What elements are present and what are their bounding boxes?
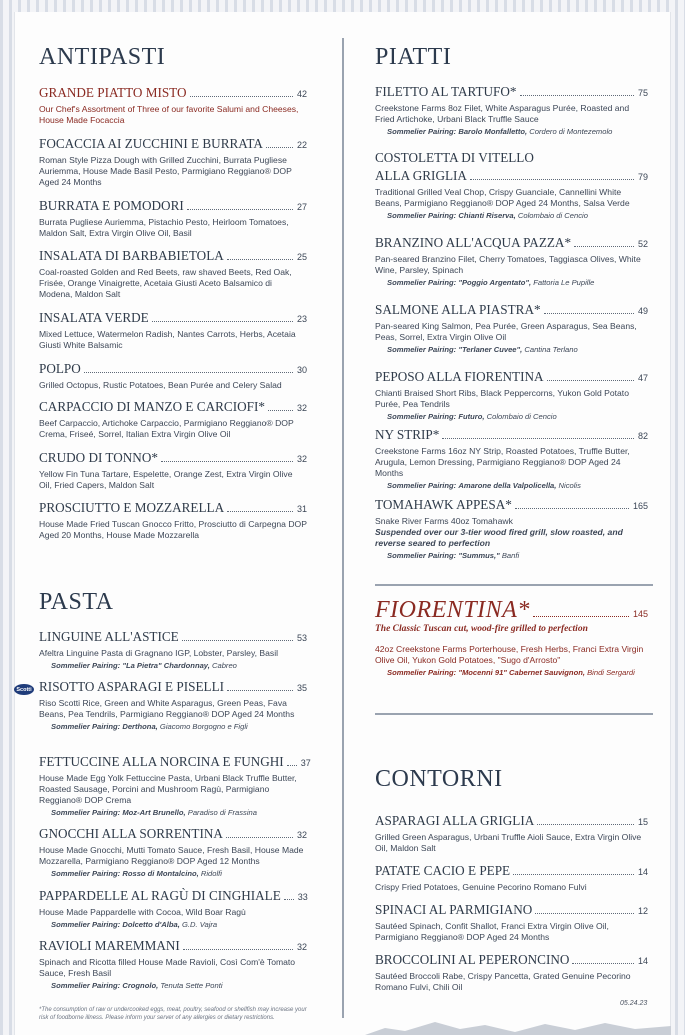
- item-name: BURRATA E POMODORI: [39, 198, 184, 213]
- menu-item: [375, 952, 648, 993]
- item-name: LINGUINE ALL'ASTICE: [39, 629, 179, 644]
- item-description: House Made Gnocchi, Mutti Tomato Sauce, Fresh Basil, House Made Mozzarella, Parmigiano Reggiano® DOP Aged 12 Months: [39, 845, 304, 866]
- item-name-line2: ALLA GRIGLIA: [375, 168, 467, 183]
- item-description: Pan-seared King Salmon, Pea Purée, Green Asparagus, Sea Beans, Peas, Sorrel, Extra Virgin Olive Oil: [375, 321, 637, 342]
- consumption-disclaimer: *The consumption of raw or undercooked eggs, meat, poultry, seafood or shellfish may increase your risk of foodborne illness. Please inform your server of any allergies or dietary restrictions.: [39, 1007, 307, 1021]
- piatti-title: PIATTI: [375, 44, 452, 70]
- menu-item: [39, 888, 307, 930]
- sommelier-pairing: Sommelier Pairing: "La Pietra" Chardonnay, Cabreo: [51, 661, 237, 670]
- item-price: 32: [296, 942, 307, 952]
- item-description: Snake River Farms 40oz Tomahawk: [375, 516, 513, 526]
- sommelier-pairing: Sommelier Pairing: Crognolo, Tenuta Sette Ponti: [51, 981, 223, 990]
- item-name: FILETTO AL TARTUFO*: [375, 84, 517, 99]
- item-price: 23: [296, 314, 307, 324]
- sommelier-pairing: Sommelier Pairing: Futuro, Colombaio di Cencio: [387, 412, 557, 421]
- item-price: 145: [632, 609, 648, 619]
- menu-item: [375, 813, 648, 854]
- item-description: Roman Style Pizza Dough with Grilled Zucchini, Burrata Pugliese Auriemma, House Made Basil Pesto, Parmigiano Reggiano® DOP Aged 24 Months: [39, 155, 292, 187]
- item-name: SPINACI AL PARMIGIANO: [375, 902, 533, 917]
- scotti-badge-icon: Scotti: [14, 684, 34, 695]
- item-name: FOCACCIA AI ZUCCHINI E BURRATA: [39, 136, 263, 151]
- item-price: 14: [637, 867, 648, 877]
- item-name: TOMAHAWK APPESA*: [375, 497, 512, 512]
- item-name: PATATE CACIO E PEPE: [375, 863, 511, 878]
- sommelier-pairing: Sommelier Pairing: "Mocenni 91" Cabernet Sauvignon, Bindi Sergardi: [387, 668, 635, 677]
- pasta-title: PASTA: [39, 589, 114, 615]
- item-name: PAPPARDELLE AL RAGÙ DI CINGHIALE: [39, 888, 281, 903]
- sommelier-pairing: Sommelier Pairing: Derthona, Giacomo Borgogno e Figli: [51, 722, 248, 731]
- menu-item: [39, 826, 307, 879]
- item-price: 22: [296, 140, 307, 150]
- item-name: GRANDE PIATTO MISTO: [39, 85, 187, 100]
- item-price: 15: [637, 817, 648, 827]
- item-description: Burrata Pugliese Auriemma, Pistachio Pesto, Heirloom Tomatoes, Maldon Salt, Extra Virgin Olive Oil, Basil: [39, 217, 289, 238]
- item-description: House Made Fried Tuscan Gnocco Fritto, Prosciutto di Carpegna DOP Aged 20 Months, House Made Mozzarella: [39, 519, 307, 540]
- menu-item: [39, 754, 311, 818]
- item-name: POLPO: [39, 361, 81, 376]
- item-price: 35: [296, 683, 307, 693]
- item-name: INSALATA VERDE: [39, 310, 149, 325]
- item-price: 42: [296, 89, 307, 99]
- sommelier-pairing: Sommelier Pairing: Dolcetto d'Alba, G.D. Vajra: [51, 920, 218, 929]
- item-name: BROCCOLINI AL PEPERONCINO: [375, 952, 570, 967]
- item-description: Riso Scotti Rice, Green and White Asparagus, Green Peas, Fava Beans, Pea Tendrils, Parmigiano Reggiano® DOP Aged 24 Months: [39, 698, 295, 719]
- item-price: 31: [296, 504, 307, 514]
- sommelier-pairing: Sommelier Pairing: Chianti Riserva, Colombaio di Cencio: [387, 211, 588, 220]
- item-price: 49: [637, 306, 648, 316]
- item-description: House Made Pappardelle with Cocoa, Wild Boar Ragù: [39, 907, 246, 917]
- item-price: 32: [296, 403, 307, 413]
- sommelier-pairing: Sommelier Pairing: "Terlaner Cuvee", Cantina Terlano: [387, 345, 578, 354]
- item-description-note: Suspended over our 3-tier wood fired grill, slow roasted, and reverse seared to perfection: [375, 527, 623, 548]
- item-price: 53: [296, 633, 307, 643]
- item-description: Grilled Green Asparagus, Urbani Truffle Aioli Sauce, Extra Virgin Olive Oil, Maldon Salt: [375, 832, 642, 853]
- item-description: Spinach and Ricotta filled House Made Ravioli, Così Com'è Tomato Sauce, Fresh Basil: [39, 957, 296, 978]
- item-name: INSALATA DI BARBABIETOLA: [39, 248, 224, 263]
- item-subtitle: The Classic Tuscan cut, wood-fire grilled to perfection: [375, 624, 588, 634]
- item-price: 32: [296, 454, 307, 464]
- item-name: CARPACCIO DI MANZO E CARCIOFI*: [39, 399, 265, 414]
- menu-date: 05.24.23: [620, 1000, 648, 1007]
- contorni-column: [375, 0, 648, 1000]
- item-price: 79: [637, 172, 648, 182]
- item-description: Mixed Lettuce, Watermelon Radish, Nantes Carrots, Herbs, Acetaia Giusti White Balsamic: [39, 329, 296, 350]
- item-name: PEPOSO ALLA FIORENTINA: [375, 369, 544, 384]
- item-price: 52: [637, 239, 648, 249]
- sommelier-pairing: Sommelier Pairing: Amarone della Valpolicella, Nicolis: [387, 481, 581, 490]
- menu-item: [375, 902, 648, 943]
- item-price: 12: [637, 906, 648, 916]
- item-description: Beef Carpaccio, Artichoke Carpaccio, Parmigiano Reggiano® DOP Crema, Friseé, Sorrel, Italian Extra Virgin Olive Oil: [39, 418, 294, 439]
- item-description: Crispy Fried Potatoes, Genuine Pecorino Romano Fulvi: [375, 882, 587, 892]
- item-name: FIORENTINA*: [375, 597, 530, 623]
- item-name: BRANZINO ALL'ACQUA PAZZA*: [375, 235, 572, 250]
- item-price: 25: [296, 252, 307, 262]
- sommelier-pairing: Sommelier Pairing: Moz-Art Brunello, Paradiso di Frassina: [51, 808, 257, 817]
- item-description: Sautéed Spinach, Confit Shallot, Franci Extra Virgin Olive Oil, Parmigiano Reggiano® DOP Aged 24 Months: [375, 921, 609, 942]
- menu-item: [39, 679, 307, 732]
- item-price: 27: [296, 202, 307, 212]
- item-description: Traditional Grilled Veal Chop, Crispy Guanciale, Cannellini White Beans, Parmigiano Reggiano® DOP Aged 24 Months, Salsa Verde: [375, 187, 630, 208]
- item-name: ASPARAGI ALLA GRIGLIA: [375, 813, 535, 828]
- item-price: 82: [637, 431, 648, 441]
- pasta-column: [39, 0, 311, 1000]
- item-name: RISOTTO ASPARAGI E PISELLI: [39, 679, 225, 694]
- item-price: 47: [637, 373, 648, 383]
- antipasti-title: ANTIPASTI: [39, 44, 166, 70]
- menu-item: [39, 938, 307, 991]
- item-description: Sautéed Broccoli Rabe, Crispy Pancetta, Grated Genuine Pecorino Romano Fulvi, Chili Oil: [375, 971, 631, 992]
- item-description: Creekstone Farms 16oz NY Strip, Roasted Potatoes, Truffle Butter, Arugula, Lemon Dressing, Parmigiano Reggiano® DOP Aged 24 Months: [375, 446, 630, 478]
- item-name: PROSCIUTTO E MOZZARELLA: [39, 500, 225, 515]
- item-description: Pan-seared Branzino Filet, Cherry Tomatoes, Taggiasca Olives, White Wine, Parsley, Spinach: [375, 254, 641, 275]
- sommelier-pairing: Sommelier Pairing: "Summus," Banfi: [387, 551, 520, 560]
- menu-item: [375, 863, 648, 893]
- item-price: 165: [632, 501, 648, 511]
- mountain-illustration-icon: [365, 1018, 671, 1035]
- sommelier-pairing: Sommelier Pairing: "Poggio Argentato", Fattoria Le Pupille: [387, 278, 595, 287]
- item-description: 42oz Creekstone Farms Porterhouse, Fresh Herbs, Franci Extra Virgin Olive Oil, Yukon Gold Potatoes, "Sugo d'Arrosto": [375, 644, 644, 665]
- item-description: Chianti Braised Short Ribs, Black Peppercorns, Yukon Gold Potato Purée, Pea Tendrils: [375, 388, 629, 409]
- item-price: 32: [296, 830, 307, 840]
- item-price: 37: [300, 758, 311, 768]
- item-price: 30: [296, 365, 307, 375]
- sommelier-pairing: Sommelier Pairing: Barolo Monfalletto, Cordero di Montezemolo: [387, 127, 613, 136]
- item-name: NY STRIP*: [375, 427, 440, 442]
- item-name: FETTUCCINE ALLA NORCINA E FUNGHI: [39, 754, 284, 769]
- item-name: SALMONE ALLA PIASTRA*: [375, 302, 541, 317]
- item-description: Our Chef's Assortment of Three of our favorite Salumi and Cheeses, House Made Focaccia: [39, 104, 299, 125]
- item-name: CRUDO DI TONNO*: [39, 450, 158, 465]
- item-name: GNOCCHI ALLA SORRENTINA: [39, 826, 223, 841]
- contorni-title: CONTORNI: [375, 766, 503, 792]
- item-price: 14: [637, 956, 648, 966]
- menu-item: [39, 629, 307, 671]
- item-name: RAVIOLI MAREMMANI: [39, 938, 180, 953]
- item-description: Yellow Fin Tuna Tartare, Espelette, Orange Zest, Extra Virgin Olive Oil, Fried Capers, Maldon Salt: [39, 469, 293, 490]
- item-name: COSTOLETTA DI VITELLO: [375, 150, 534, 165]
- item-price: 33: [297, 892, 308, 902]
- item-description: House Made Egg Yolk Fettuccine Pasta, Urbani Black Truffle Butter, Roasted Sausage, Porcini and Mushroom Ragù, Parmigiano Reggiano® DOP Crema: [39, 773, 297, 805]
- item-description: Creekstone Farms 8oz Filet, White Asparagus Purée, Roasted and Fried Artichoke, Urbani Black Truffle Sauce: [375, 103, 630, 124]
- item-description: Afeltra Linguine Pasta di Gragnano IGP, Lobster, Parsley, Basil: [39, 648, 279, 658]
- item-description: Grilled Octopus, Rustic Potatoes, Bean Purée and Celery Salad: [39, 380, 282, 390]
- sommelier-pairing: Sommelier Pairing: Rosso di Montalcino, Ridolfi: [51, 869, 222, 878]
- item-price: 75: [637, 88, 648, 98]
- column-divider: [342, 38, 344, 1018]
- item-description: Coal-roasted Golden and Red Beets, raw shaved Beets, Red Oak, Frisée, Orange Vinaigrette, Acetaia Giusti Aceto Balsamico di Modena, Maldon Salt: [39, 267, 292, 299]
